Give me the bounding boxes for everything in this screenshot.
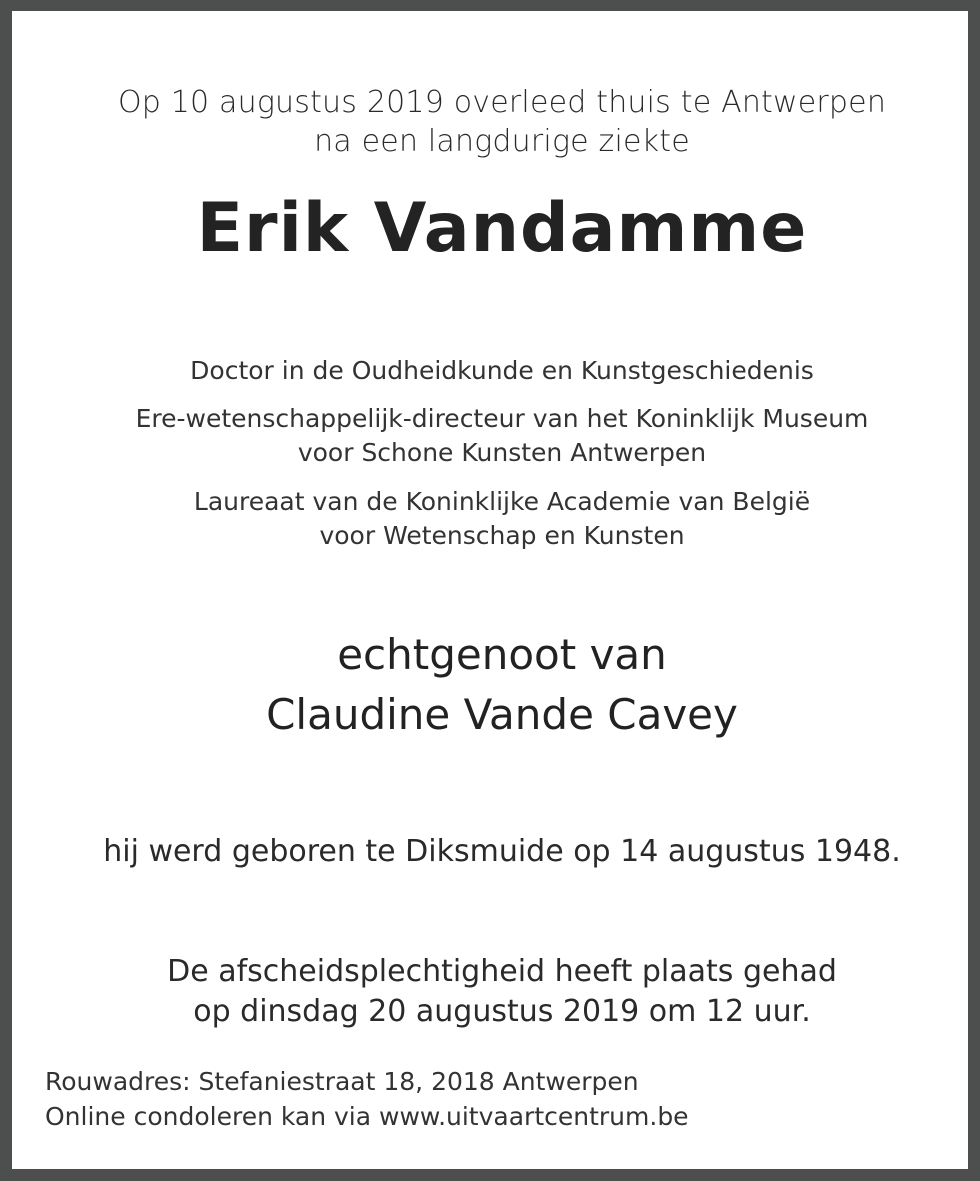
title-line-3: voor Schone Kunsten Antwerpen	[297, 438, 707, 467]
title-line-5: voor Wetenschap en Kunsten	[319, 521, 685, 550]
deceased-name: Erik Vandamme	[196, 189, 808, 268]
title-line-4: Laureaat van de Koninklijke Academie van België	[193, 487, 811, 516]
ceremony-line-1: De afscheidsplechtigheid heeft plaats gehad	[167, 954, 837, 989]
mourning-address: Rouwadres: Stefaniestraat 18, 2018 Antwerpen	[45, 1067, 639, 1096]
intro-line-1: Op 10 augustus 2019 overleed thuis te Antwerpen	[117, 85, 887, 120]
spouse-relation: echtgenoot van	[337, 630, 667, 679]
title-line-1: Doctor in de Oudheidkunde en Kunstgeschiedenis	[190, 356, 814, 385]
online-condolences: Online condoleren kan via www.uitvaartcentrum.be	[45, 1102, 689, 1131]
spouse-name: Claudine Vande Cavey	[266, 690, 738, 739]
title-line-2: Ere-wetenschappelijk-directeur van het Koninklijk Museum	[135, 404, 869, 433]
intro-line-2: na een langdurige ziekte	[314, 124, 690, 159]
birth-info: hij werd geboren te Diksmuide op 14 augustus 1948.	[103, 834, 901, 869]
ceremony-line-2: op dinsdag 20 augustus 2019 om 12 uur.	[193, 994, 811, 1029]
